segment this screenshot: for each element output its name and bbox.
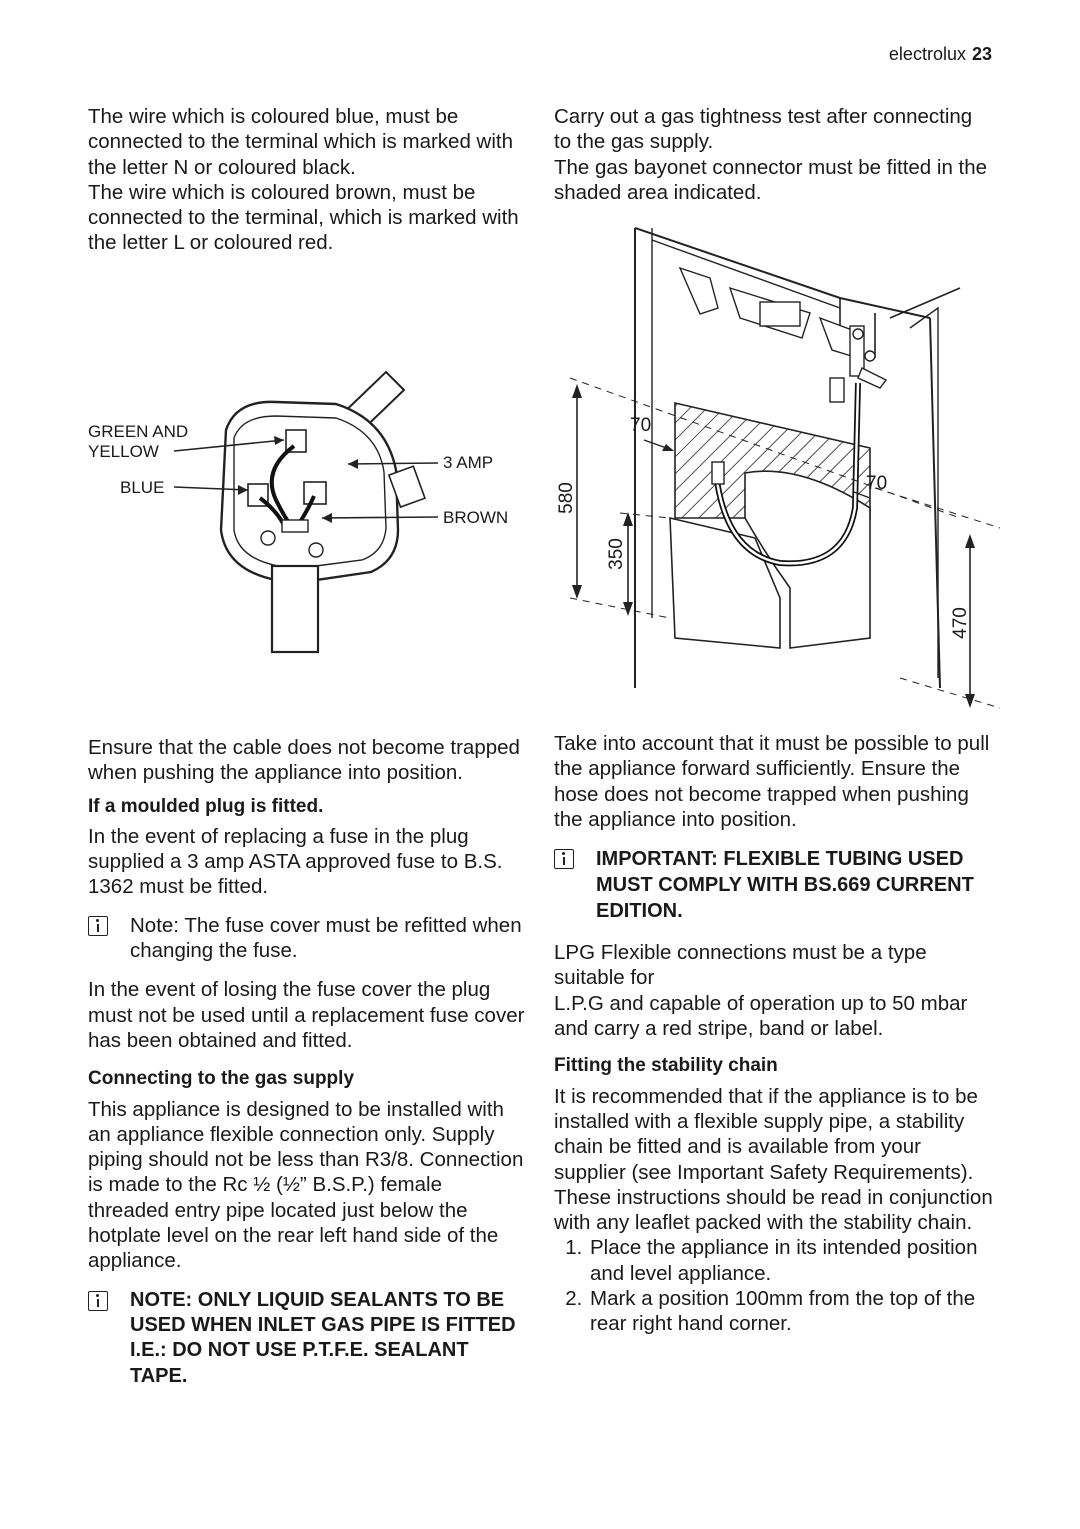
note-sealant — [88, 1288, 528, 1389]
wire-blue-text: The wire which is coloured blue, must be connected to the terminal which is marked with the letter N or coloured black. — [88, 105, 514, 179]
brand-name: electrolux — [888, 44, 966, 64]
note-flexible-tubing — [554, 846, 994, 924]
note-flexible-tubing-text: IMPORTANT: FLEXIBLE TUBING USED MUST COMPLY WITH BS.669 CURRENT EDITION. — [596, 848, 974, 923]
left-body — [88, 735, 528, 1389]
note-sealant-text: NOTE: ONLY LIQUID SEALANTS TO BE USED WHEN INLET GAS PIPE IS FITTED I.E.: DO NOT USE P.T.F.E. SEALANT TAPE. — [130, 1288, 516, 1387]
info-icon — [88, 916, 108, 936]
heading-stability-chain: Fitting the stability chain — [554, 1055, 778, 1077]
pull-forward-text: Take into account that it must be possible to pull the appliance forward sufficiently. Ensure the hose does not become trapped when pushing the appliance into position. — [554, 732, 990, 831]
fuse-cover-lost-text: In the event of losing the fuse cover the plug must not be used until a replacement fuse cover has been obtained and fitted. — [88, 978, 525, 1052]
info-icon — [554, 849, 574, 869]
note-fuse-cover-text: Note: The fuse cover must be refitted when changing the fuse. — [130, 913, 522, 963]
label-blue: BLUE — [120, 478, 165, 497]
bayonet-text: The gas bayonet connector must be fitted in the shaded area indicated. — [554, 155, 988, 204]
leaflet-text: These instructions should be read in conjunction with any leaflet packed with the stability chain. — [554, 1185, 993, 1235]
gas-supply-text: This appliance is designed to be installed with an appliance flexible connection only. Supply piping should not be less than R3/8. Connection is made to the Rc ½ (½” B.S.P.) female threaded entry pipe located just below the hotplate level on the rear left hand side of the appliance. — [88, 1097, 524, 1273]
note-fuse-cover — [88, 913, 528, 964]
list-item: 1. Place the appliance in its intended position and level appliance. — [588, 1235, 994, 1286]
dim-350: 350 — [606, 538, 627, 570]
dim-580: 580 — [556, 482, 577, 514]
dim-470: 470 — [950, 607, 971, 639]
info-icon — [88, 1291, 108, 1311]
right-body — [554, 731, 994, 1337]
heading-moulded-plug: If a moulded plug is fitted. — [88, 795, 324, 817]
stability-chain-text: It is recommended that if the appliance is to be installed with a flexible supply pipe, a stability chain be fitted and is available from your supplier (see Important Safety Requirements). — [554, 1084, 978, 1184]
list-item: 2. Mark a position 100mm from the top of the rear right hand corner. — [588, 1286, 994, 1337]
page-number: 23 — [971, 44, 992, 64]
wire-brown-text: The wire which is coloured brown, must be connected to the terminal, which is marked with the letter L or coloured red. — [88, 180, 519, 255]
dim-70-right: 70 — [866, 473, 888, 494]
installation-diagram — [540, 218, 1000, 718]
right-intro — [554, 104, 994, 205]
label-3-amp: 3 AMP — [443, 453, 494, 472]
label-green-and: GREEN AND — [88, 422, 189, 441]
lpg-mbar-text: L.P.G and capable of operation up to 50 mbar and carry a red stripe, band or label. — [554, 991, 968, 1041]
cable-trap-text: Ensure that the cable does not become trapped when pushing the appliance into position. — [88, 736, 520, 785]
dim-70-left: 70 — [630, 415, 652, 436]
heading-gas-supply: Connecting to the gas supply — [88, 1068, 355, 1090]
plug-wiring-diagram — [86, 360, 536, 660]
page-header — [889, 44, 992, 65]
left-intro — [88, 104, 528, 256]
lpg-text: LPG Flexible connections must be a type suitable for — [554, 941, 927, 990]
fuse-replace-text: In the event of replacing a fuse in the plug supplied a 3 amp ASTA approved fuse to B.S. 1362 must be fitted. — [88, 824, 503, 899]
gas-tightness-text: Carry out a gas tightness test after connecting to the gas supply. — [554, 105, 973, 154]
steps-list — [554, 1235, 994, 1336]
label-brown: BROWN — [443, 508, 509, 527]
label-yellow: YELLOW — [88, 442, 159, 461]
